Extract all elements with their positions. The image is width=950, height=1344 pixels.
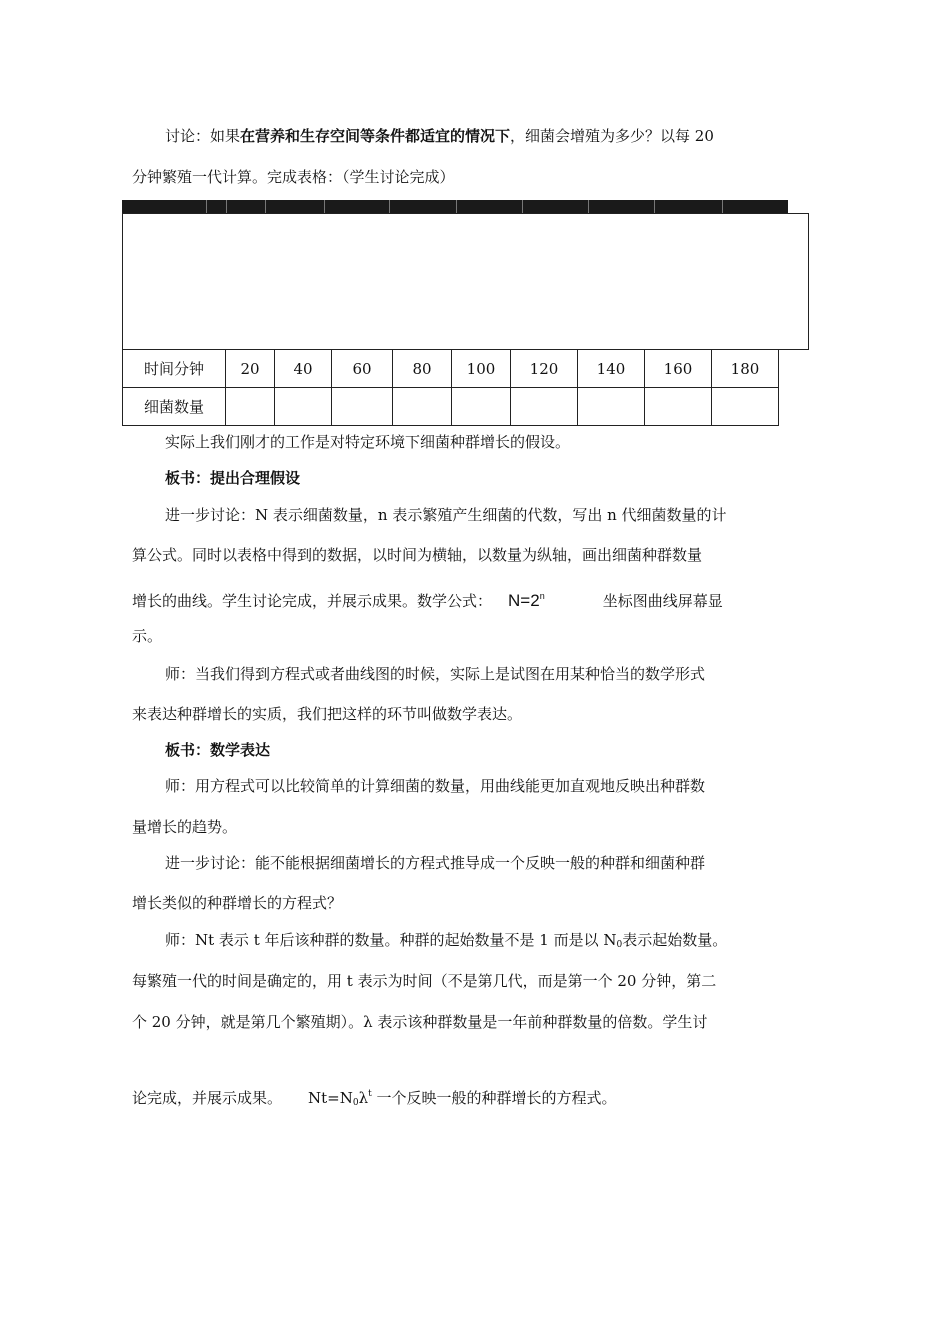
teacher3-line-4 [132,1084,617,1113]
time-cell: 160 [645,350,712,388]
further2-line-1: 进一步讨论：能不能根据细菌增长的方程式推导成一个反映一般的种群和细菌种群 [165,854,706,872]
intro-line-2: 分钟繁殖一代计算。完成表格：（学生讨论完成） [132,168,455,186]
teacher3-text: 师：Nt 表示 t 年后该种群的数量。种群的起始数量不是 1 而是以 N [165,931,617,949]
board-heading-hypothesis: 板书：提出合理假设 [165,469,301,487]
formula-n2 [508,591,545,610]
count-cell [452,388,511,426]
time-cell: 40 [275,350,332,388]
equation-lambda: λ [358,1089,369,1107]
row-header-count: 细菌数量 [123,388,226,426]
further-line-4: 示。 [132,627,163,645]
intro-bold-text: 在营养和生存空间等条件都适宜的情况下 [240,127,511,145]
further-line-3 [132,586,723,611]
blank-figure-box [122,213,809,350]
count-cell [578,388,645,426]
time-cell: 100 [452,350,511,388]
teacher1-line-1: 师：当我们得到方程式或者曲线图的时候，实际上是试图在用某种恰当的数学形式 [165,665,706,683]
board-heading-math: 板书：数学表达 [165,741,271,759]
count-cell [275,388,332,426]
further-line-1: 进一步讨论：N 表示细菌数量，n 表示繁殖产生细菌的代数，写出 n 代细菌数量的计 [165,506,727,524]
count-cell [645,388,712,426]
general-equation [308,1089,372,1107]
teacher3-line-1 [165,930,727,955]
equation-exponent: t [368,1089,372,1099]
further2-line-2: 增长类似的种群增长的方程式？ [132,894,343,912]
formula-exponent: n [539,591,545,601]
time-cell: 180 [712,350,779,388]
teacher2-line-2: 量增长的趋势。 [132,818,238,836]
count-cell [332,388,393,426]
equation-part: Nt=N [308,1089,353,1107]
table-header-strip [122,200,788,214]
table-row [123,388,779,426]
paragraph-actual: 实际上我们刚才的工作是对特定环境下细菌种群增长的假设。 [165,433,571,451]
count-cell [712,388,779,426]
time-cell: 20 [226,350,275,388]
row-header-time: 时间分钟 [123,350,226,388]
further-text-end: 坐标图曲线屏幕显 [602,592,723,610]
formula-base: N=2 [508,591,540,610]
intro-line-1 [165,126,714,146]
count-cell [511,388,578,426]
time-cell: 80 [393,350,452,388]
time-cell: 140 [578,350,645,388]
teacher3-line-2: 每繁殖一代的时间是确定的，用 t 表示为时间（不是第几代，而是第一个 20 分钟，第二 [132,972,717,990]
intro-text-end: ，细菌会增殖为多少？以每 20 [510,127,714,145]
count-cell [226,388,275,426]
table-row [123,350,779,388]
time-cell: 60 [332,350,393,388]
teacher3-conclusion-end: 一个反映一般的种群增长的方程式。 [371,1089,617,1107]
further-text: 增长的曲线。学生讨论完成，并展示成果。数学公式： [132,592,493,610]
intro-text: 讨论：如果 [165,127,241,145]
bacteria-table [122,349,779,426]
equation-subscript: 0 [352,1098,359,1108]
teacher3-line-3: 个 20 分钟，就是第几个繁殖期）。λ 表示该种群数量是一年前种群数量的倍数。学生讨 [132,1013,708,1031]
subscript-zero: 0 [616,940,623,950]
teacher3-text-end: 表示起始数量。 [622,931,728,949]
teacher3-conclusion: 论完成，并展示成果。 [132,1089,283,1107]
teacher1-line-2: 来表达种群增长的实质，我们把这样的环节叫做数学表达。 [132,705,523,723]
time-cell: 120 [511,350,578,388]
count-cell [393,388,452,426]
further-line-2: 算公式。同时以表格中得到的数据，以时间为横轴，以数量为纵轴，画出细菌种群数量 [132,546,703,564]
teacher2-line-1: 师：用方程式可以比较简单的计算细菌的数量，用曲线能更加直观地反映出种群数 [165,777,706,795]
